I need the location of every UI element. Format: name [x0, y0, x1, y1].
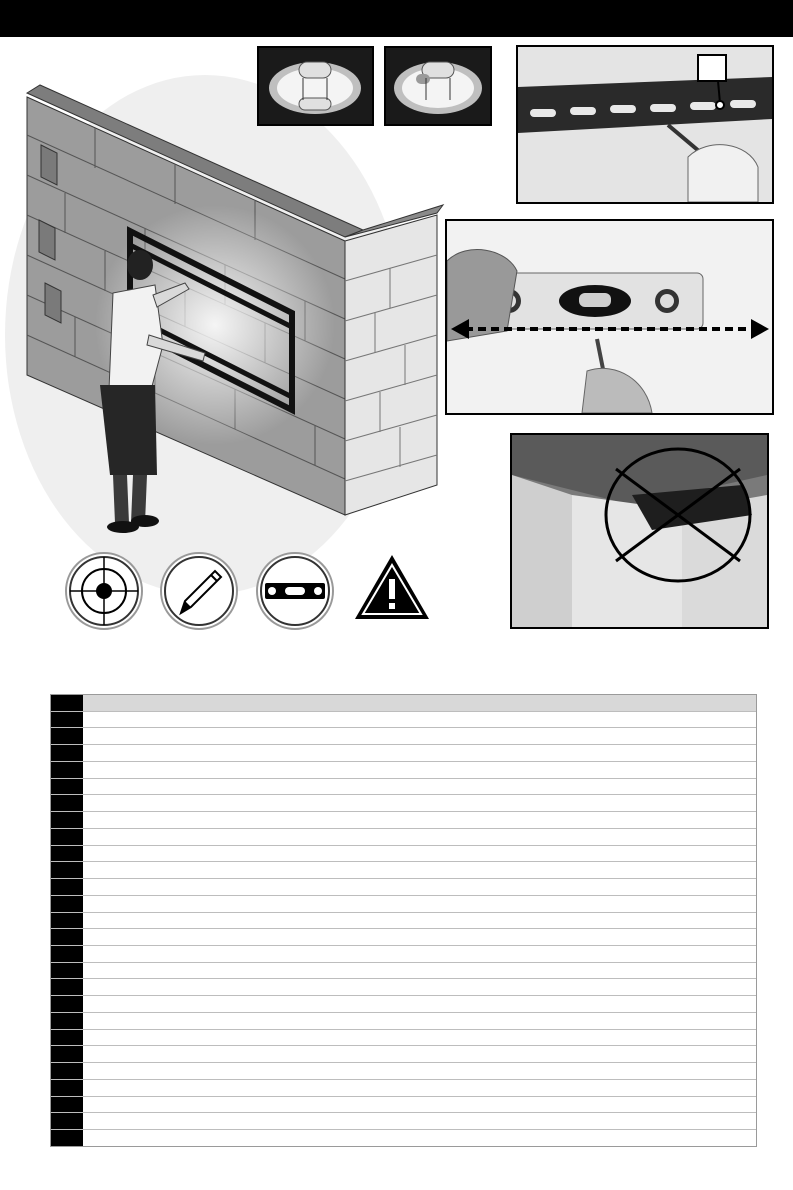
language-code-cell [51, 879, 83, 895]
language-code-cell [51, 1130, 83, 1146]
language-text-cell [83, 829, 756, 845]
pencil-icon [159, 551, 239, 631]
level-bubble-photo-1 [257, 46, 374, 126]
table-row [51, 745, 756, 762]
language-text-cell [83, 745, 756, 761]
table-row [51, 963, 756, 980]
language-code-cell [51, 996, 83, 1012]
table-row [51, 1063, 756, 1080]
language-code-cell [51, 795, 83, 811]
language-text-cell [83, 779, 756, 795]
language-text-cell [83, 846, 756, 862]
table-row [51, 913, 756, 930]
language-code-cell [51, 1013, 83, 1029]
language-code-cell [51, 829, 83, 845]
language-code-cell [51, 963, 83, 979]
language-text-cell [83, 1113, 756, 1129]
language-code-cell [51, 862, 83, 878]
language-text-cell [83, 862, 756, 878]
language-text-cell [83, 712, 756, 728]
language-code-cell [51, 1046, 83, 1062]
table-row [51, 728, 756, 745]
level-bubble-photo-2 [384, 46, 492, 126]
language-code-cell [51, 779, 83, 795]
language-text-cell [83, 1030, 756, 1046]
callout-label [700, 57, 724, 79]
table-row [51, 762, 756, 779]
table-row [51, 1080, 756, 1097]
language-code-cell [51, 1080, 83, 1096]
language-code-cell [51, 712, 83, 728]
language-code-cell [51, 896, 83, 912]
language-text-cell [83, 1097, 756, 1113]
level-marking-photo [445, 219, 774, 415]
table-row [51, 879, 756, 896]
table-row [51, 795, 756, 812]
language-code-cell [51, 913, 83, 929]
marking-holes-photo [516, 45, 774, 204]
table-row [51, 996, 756, 1013]
language-table [50, 694, 757, 1147]
language-text-cell [83, 946, 756, 962]
language-code-cell [51, 1030, 83, 1046]
table-row [51, 779, 756, 796]
language-code-cell [51, 695, 83, 711]
table-row [51, 695, 756, 712]
table-row [51, 846, 756, 863]
language-text-cell [83, 979, 756, 995]
language-text-cell [83, 1013, 756, 1029]
table-row [51, 946, 756, 963]
language-text-cell [83, 896, 756, 912]
language-text-cell [83, 695, 756, 711]
incorrect-placement-photo [510, 433, 769, 629]
table-row [51, 1046, 756, 1063]
table-row [51, 712, 756, 729]
table-row [51, 1030, 756, 1047]
language-code-cell [51, 762, 83, 778]
language-text-cell [83, 812, 756, 828]
table-row [51, 1097, 756, 1114]
wall-mount-illustration [5, 45, 445, 605]
language-code-cell [51, 929, 83, 945]
warning-icon [353, 553, 431, 621]
target-icon [64, 551, 144, 631]
language-code-cell [51, 979, 83, 995]
table-row [51, 929, 756, 946]
language-code-cell [51, 1113, 83, 1129]
table-row [51, 896, 756, 913]
table-row [51, 862, 756, 879]
language-text-cell [83, 1046, 756, 1062]
table-row [51, 1130, 756, 1146]
language-text-cell [83, 996, 756, 1012]
language-code-cell [51, 745, 83, 761]
language-text-cell [83, 929, 756, 945]
table-row [51, 1013, 756, 1030]
language-code-cell [51, 1097, 83, 1113]
language-text-cell [83, 1063, 756, 1079]
table-row [51, 979, 756, 996]
language-code-cell [51, 1063, 83, 1079]
language-code-cell [51, 812, 83, 828]
header-bar [0, 0, 793, 37]
language-text-cell [83, 913, 756, 929]
language-text-cell [83, 1130, 756, 1146]
language-text-cell [83, 762, 756, 778]
language-code-cell [51, 846, 83, 862]
language-text-cell [83, 879, 756, 895]
level-icon [255, 551, 335, 631]
table-row [51, 812, 756, 829]
language-text-cell [83, 795, 756, 811]
table-row [51, 1113, 756, 1130]
language-text-cell [83, 963, 756, 979]
language-text-cell [83, 1080, 756, 1096]
language-code-cell [51, 728, 83, 744]
language-code-cell [51, 946, 83, 962]
table-row [51, 829, 756, 846]
language-text-cell [83, 728, 756, 744]
